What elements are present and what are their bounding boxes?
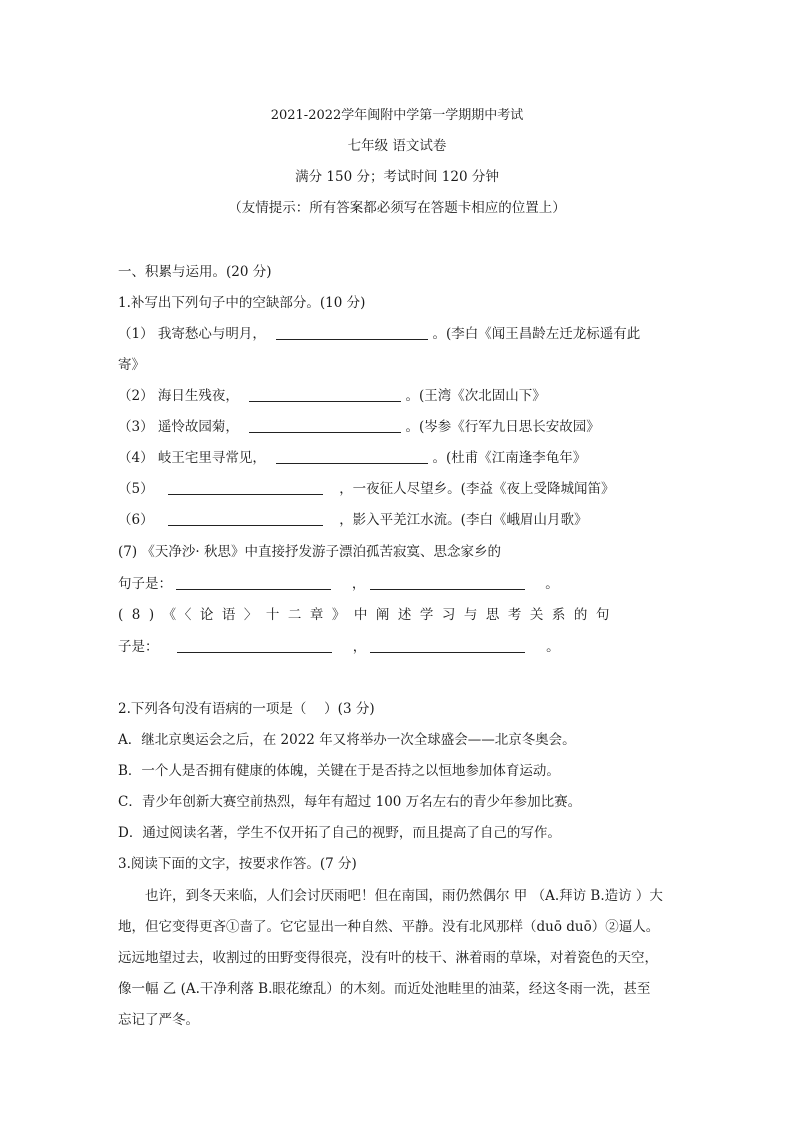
q3-passage-line-1: 也许，到冬天来临，人们会讨厌雨吧！但在南国，雨仍然偶尔 甲 （A.拜访 B.造访 ）大	[118, 888, 663, 904]
item-post: 。(王湾《次北固山下》	[405, 388, 546, 404]
item-number: （2）	[118, 388, 154, 404]
item-number: （3）	[118, 419, 154, 435]
item-post: ，一夜征人尽望乡。(李益《夜上受降城闻笛》	[339, 481, 615, 497]
q1-item-4	[118, 446, 586, 466]
item-pre: 岐王宅里寻常见，	[157, 450, 266, 466]
item-post: ，影入平羌江水流。(李白《峨眉山月歌》	[339, 512, 588, 528]
q3-prompt: 3.阅读下面的文字，按要求作答。(7 分)	[118, 856, 357, 872]
q2-option-b: B．一个人是否拥有健康的体魄，关键在于是否持之以恒地参加体育运动。	[118, 763, 560, 779]
q1-item-2	[118, 384, 546, 404]
answer-blank[interactable]	[276, 450, 428, 464]
q2-option-d: D．通过阅读名著，学生不仅开拓了自己的视野，而且提高了自己的写作。	[118, 825, 561, 841]
q1-item-1-continuation: 寄》	[118, 357, 145, 373]
answer-blank[interactable]	[177, 639, 332, 653]
answer-blank[interactable]	[168, 512, 323, 526]
end-mark: 。	[546, 639, 560, 655]
item-post: 。(李白《闻王昌龄左迁龙标遥有此	[432, 326, 641, 342]
answer-blank[interactable]	[370, 576, 525, 590]
item-number: （5）	[118, 481, 154, 497]
item-number: （6）	[118, 512, 154, 528]
friendly-tip: （友情提示：所有答案都必须写在答题卡相应的位置上）	[228, 200, 566, 216]
end-mark: 。	[545, 576, 559, 592]
q3-passage-line-2: 地，但它变得更吝①啬了。它它显出一种自然、平静。没有北风那样（duō duō）②逼人。	[118, 919, 660, 935]
answer-blank[interactable]	[168, 481, 323, 495]
item-pre: 海日生残夜，	[157, 388, 239, 404]
q3-passage-line-5: 忘记了严冬。	[118, 1012, 199, 1028]
q2-option-c: C．青少年创新大赛空前热烈，每年有超过 100 万名左右的青少年参加比赛。	[118, 794, 582, 810]
q2-prompt: 2.下列各句没有语病的一项是（ ）(3 分)	[118, 701, 375, 717]
item-number: （1）	[118, 326, 154, 342]
exam-subtitle: 七年级 语文试卷	[347, 138, 447, 154]
q1-item-5	[118, 477, 614, 497]
answer-label: 子是：	[118, 639, 159, 655]
q2-option-a: A．继北京奥运会之后，在 2022 年又将举办一次全球盛会——北京冬奥会。	[118, 732, 576, 748]
exam-title: 2021-2022学年闽附中学第一学期期中考试	[270, 108, 524, 123]
answer-blank[interactable]	[249, 388, 401, 402]
item-post: 。(岑参《行军九日思长安故园》	[405, 419, 600, 435]
answer-blank[interactable]	[370, 639, 525, 653]
item-pre: 我寄愁心与明月，	[157, 326, 266, 342]
q1-item-8: (8)《〈论语〉十二章》中阐述学习与思考关系的句	[118, 607, 618, 623]
item-number: （4）	[118, 450, 154, 466]
q3-passage-line-3: 远远地望过去，收割过的田野变得很亮，没有叶的枝干、淋着雨的草垛，对着瓷色的天空，	[118, 950, 658, 966]
answer-blank[interactable]	[176, 576, 331, 590]
separator: ，	[352, 639, 367, 655]
section-heading: 一、积累与运用。(20 分)	[118, 264, 272, 280]
answer-blank[interactable]	[276, 326, 428, 340]
answer-blank[interactable]	[249, 419, 401, 433]
q1-item-1	[118, 322, 640, 342]
item-post: 。(杜甫《江南逢李龟年》	[432, 450, 587, 466]
q1-item-6	[118, 508, 587, 528]
q1-item-7-answer	[118, 572, 559, 592]
q1-item-3	[118, 415, 600, 435]
q1-item-8-answer	[118, 635, 560, 655]
answer-label: 句子是：	[118, 576, 172, 592]
q1-item-7: (7) 《天净沙· 秋思》中直接抒发游子漂泊孤苦寂寞、思念家乡的	[118, 544, 501, 560]
q1-prompt: 1.补写出下列句子中的空缺部分。(10 分)	[118, 295, 366, 311]
score-time: 满分 150 分；考试时间 120 分钟	[295, 169, 499, 185]
separator: ，	[351, 576, 366, 592]
q3-passage-line-4: 像一幅 乙 (A.干净利落 B.眼花缭乱）的木刻。而近处池畦里的油菜，经这冬雨一洗，甚至	[118, 981, 651, 997]
item-pre: 遥怜故园菊，	[157, 419, 239, 435]
